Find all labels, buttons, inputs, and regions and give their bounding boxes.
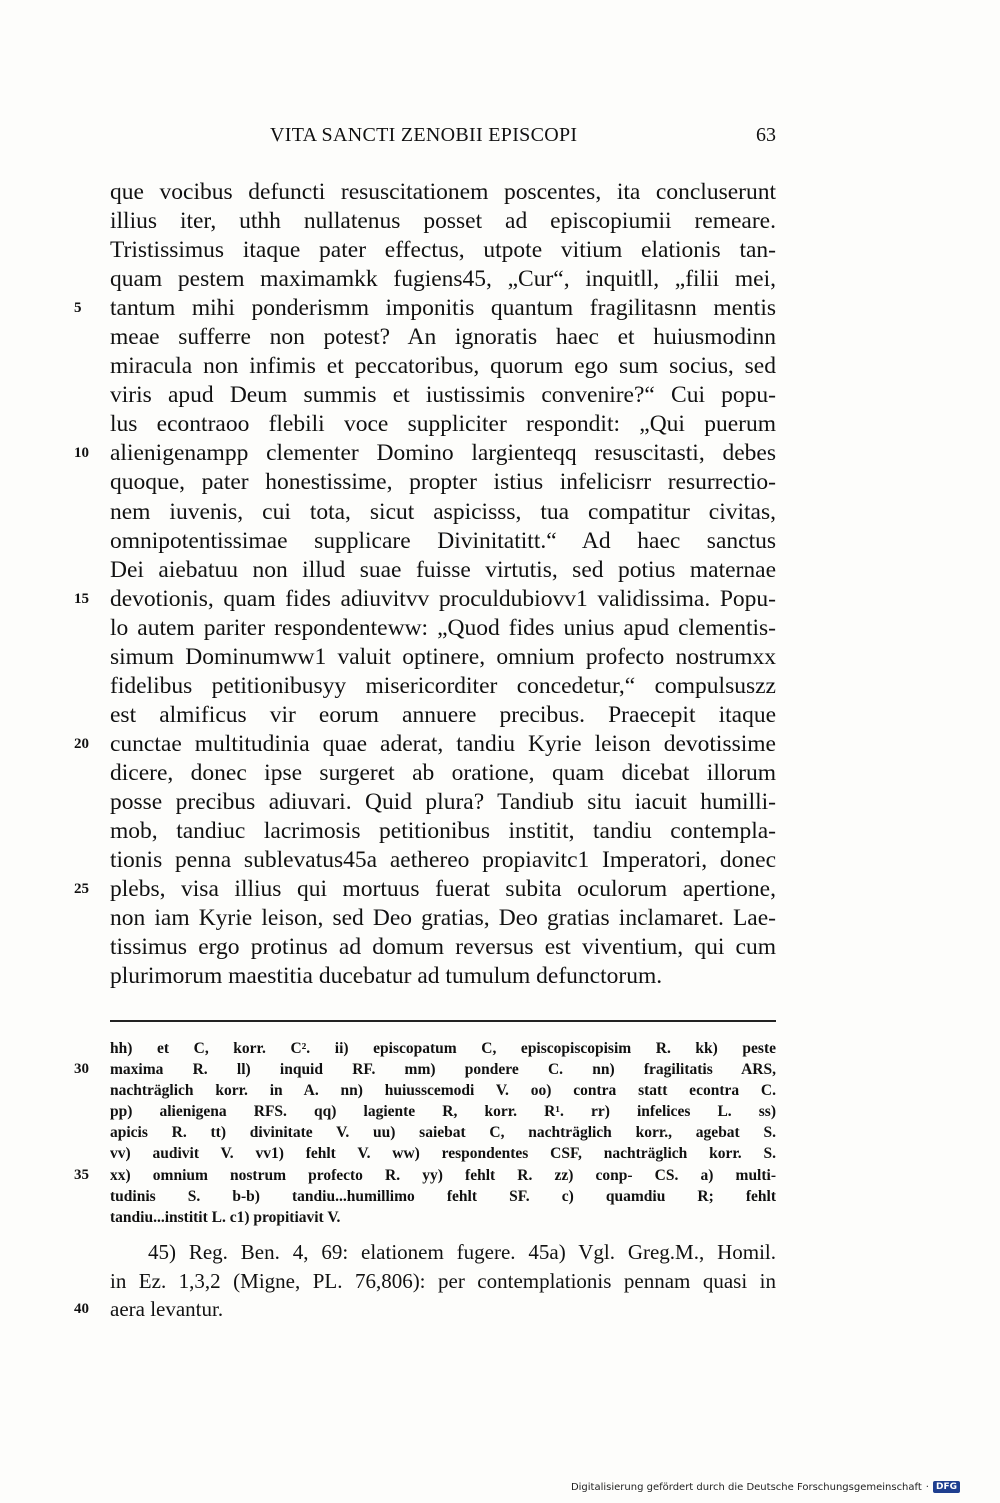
line-text: cunctae multitudinia quae aderat, tandiu Kyrie leison devotissime <box>110 730 776 757</box>
line-number: 5 <box>74 300 82 317</box>
text-line <box>110 904 776 933</box>
running-header <box>110 124 776 154</box>
line-text: tissimus ergo protinus ad domum reversus est viventium, qui cum <box>110 934 776 961</box>
source-notes <box>74 1238 776 1324</box>
line-text: devotionis, quam fides adiuvitvv proculdubiovv1 validissima. Popu- <box>110 585 776 612</box>
line-text: Dei aiebatuu non illud suae fuisse virtutis, sed potius maternae <box>110 556 776 583</box>
line-text: non iam Kyrie leison, sed Deo gratias, Deo gratias inclamaret. Lae- <box>110 905 776 932</box>
line-text: dicere, donec ipse surgeret ab oratione, quam dicebat illorum <box>110 759 776 786</box>
text-line <box>110 672 776 701</box>
line-text: apicis R. tt) divinitate V. uu) saiebat C, nachträglich korr., agebat S. <box>110 1124 776 1142</box>
line-text: maxima R. ll) inquid RF. mm) pondere C. nn) fragilitatis ARS, <box>110 1061 776 1079</box>
line-number: 15 <box>74 590 89 607</box>
text-line <box>74 730 776 759</box>
line-text: que vocibus defuncti resuscitationem poscentes, ita concluserunt <box>110 179 776 205</box>
text-line <box>110 468 776 497</box>
text-line <box>74 294 776 323</box>
text-line <box>110 1267 776 1296</box>
line-text: lus econtraoo flebili voce suppliciter respondit: „Qui puerum <box>110 411 776 438</box>
line-text: nem iuvenis, cui tota, sicut aspicisss, tua compatitur civitas, <box>110 498 776 525</box>
line-text: hh) et C, korr. C². ii) episcopatum C, episcopiscopisim R. kk) peste <box>110 1040 776 1057</box>
line-text: aera levantur. <box>110 1297 224 1321</box>
line-text: mob, tandiuc lacrimosis petitionibus institit, tandiu contempla- <box>110 818 776 845</box>
line-text: miracula non infimis et peccatoribus, quorum ego sum socius, sed <box>110 353 776 380</box>
line-number: 10 <box>74 445 89 462</box>
line-text: meae sufferre non potest? An ignoratis haec et huiusmodinn <box>110 324 776 351</box>
line-number: 20 <box>74 735 89 752</box>
running-title: VITA SANCTI ZENOBII EPISCOPI <box>270 124 578 146</box>
credit-text: Digitalisierung gefördert durch die Deutsche Forschungsgemeinschaft <box>570 1481 922 1493</box>
text-line <box>110 556 776 585</box>
text-line <box>110 1122 776 1143</box>
digitization-credit: Digitalisierung gefördert durch die Deutsche Forschungsgemeinschaft · DFG <box>571 1481 960 1493</box>
text-line <box>110 817 776 846</box>
line-text: alienigenampp clementer Domino largienteqq resuscitasti, debes <box>110 440 776 467</box>
line-text: quam pestem maximamkk fugiens45, „Cur“, inquitll, „filii mei, <box>110 266 776 293</box>
line-text: in Ez. 1,3,2 (Migne, PL. 76,806): per contemplationis pennam quasi in <box>110 1268 776 1293</box>
text-line <box>110 1080 776 1101</box>
line-text: viris apud Deum summis et iustissimis convenire?“ Cui popu- <box>110 382 776 409</box>
line-text: quoque, pater honestissime, propter istius infelicisrr resurrectio- <box>110 469 776 496</box>
text-line <box>110 846 776 875</box>
line-text: nachträglich korr. in A. nn) huiusscemodi V. oo) contra statt econtra C. <box>110 1082 776 1100</box>
main-text <box>74 178 776 991</box>
line-text: omnipotentissimae supplicare Divinitatitt.“ Ad haec sanctus <box>110 527 776 554</box>
line-text: illius iter, uthh nullatenus posset ad episcopiumii remeare. <box>110 208 776 235</box>
line-text: xx) omnium nostrum profecto R. yy) fehlt R. zz) conp- CS. a) multi- <box>110 1166 776 1184</box>
line-text: fidelibus petitionibusyy misericorditer concedetur,“ compulsuszz <box>110 672 776 699</box>
line-text: plebs, visa illius qui mortuus fuerat subita oculorum apertione, <box>110 876 776 903</box>
text-line <box>74 1059 776 1080</box>
text-line <box>110 643 776 672</box>
text-line <box>110 1186 776 1207</box>
text-line <box>110 962 776 991</box>
text-line <box>110 1143 776 1164</box>
text-line <box>110 933 776 962</box>
text-line <box>74 875 776 904</box>
text-line <box>110 381 776 410</box>
text-line <box>110 178 776 207</box>
line-text: lo autem pariter respondenteww: „Quod fides unius apud clementis- <box>110 614 776 641</box>
line-text: tandiu...institit L. c1) propitiavit V. <box>110 1208 341 1226</box>
text-line <box>74 1295 776 1324</box>
critical-apparatus <box>74 1038 776 1228</box>
line-text: tionis penna sublevatus45a aethereo propiavitc1 Imperatori, donec <box>110 847 776 874</box>
text-line <box>110 498 776 527</box>
line-text: 45) Reg. Ben. 4, 69: elationem fugere. 45a) Vgl. Greg.M., Homil. <box>148 1240 776 1264</box>
line-text: tantum mihi ponderismm imponitis quantum fragilitasnn mentis <box>110 295 776 322</box>
line-text: tudinis S. b-b) tandiu...humillimo fehlt SF. c) quamdiu R; fehlt <box>110 1187 776 1205</box>
text-line <box>110 527 776 556</box>
line-text: simum Dominumww1 valuit optinere, omnium profecto nostrumxx <box>110 643 776 670</box>
line-text: posse precibus adiuvari. Quid plura? Tandiub situ iacuit humilli- <box>110 788 776 815</box>
text-line <box>74 439 776 468</box>
line-number: 25 <box>74 881 89 898</box>
text-line <box>110 614 776 643</box>
line-number: 40 <box>74 1301 89 1317</box>
text-line <box>110 265 776 294</box>
text-line <box>110 788 776 817</box>
text-line <box>74 585 776 614</box>
line-text: pp) alienigena RFS. qq) lagiente R, korr. R¹. rr) infelices L. ss) <box>110 1103 776 1121</box>
text-line <box>110 759 776 788</box>
text-line <box>110 323 776 352</box>
text-line <box>110 701 776 730</box>
line-text: Tristissimus itaque pater effectus, utpote vitium elationis tan- <box>110 237 776 264</box>
footnote-rule <box>110 1020 776 1022</box>
line-number: 30 <box>74 1061 89 1078</box>
text-line <box>110 207 776 236</box>
page-number: 63 <box>756 124 776 146</box>
line-text: plurimorum maestitia ducebatur ad tumulum defunctorum. <box>110 963 663 990</box>
text-line <box>110 1101 776 1122</box>
text-line <box>74 1165 776 1186</box>
text-line <box>110 1238 776 1267</box>
text-line <box>110 352 776 381</box>
dfg-logo-icon: DFG <box>933 1481 960 1493</box>
line-text: est almificus vir eorum annuere precibus. Praecepit itaque <box>110 701 776 728</box>
line-number: 35 <box>74 1166 89 1183</box>
text-line <box>110 1207 776 1228</box>
text-line <box>110 1038 776 1059</box>
text-line <box>110 410 776 439</box>
line-text: vv) audivit V. vv1) fehlt V. ww) respondentes CSF, nachträglich korr. S. <box>110 1145 776 1163</box>
text-line <box>110 236 776 265</box>
